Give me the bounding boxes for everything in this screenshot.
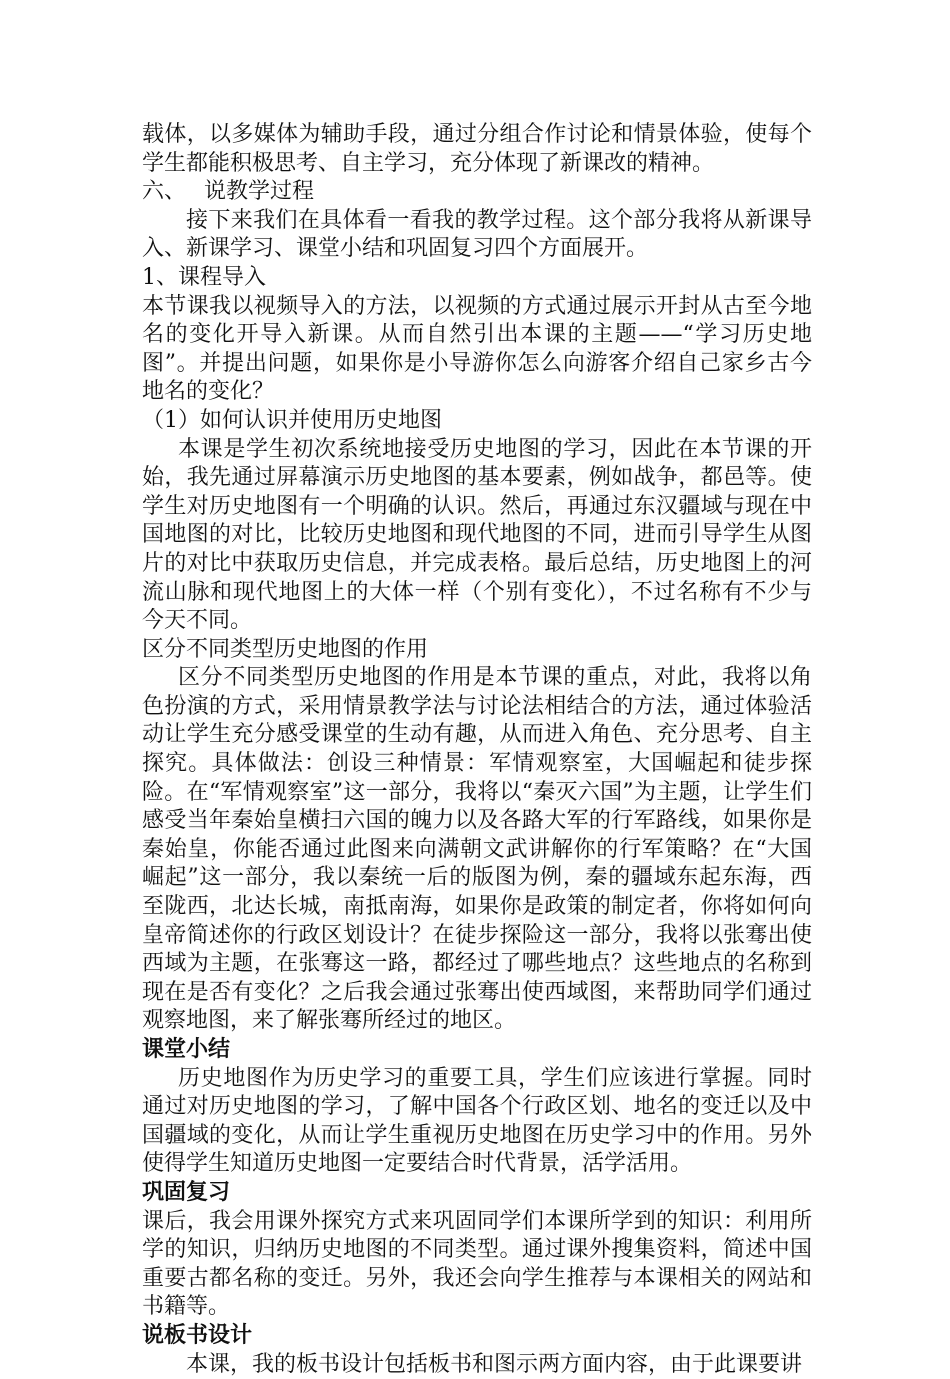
paragraph-review: 课后，我会用课外探究方式来巩固同学们本课所学到的知识：利用所学的知识，归纳历史地图的不同类型。通过课外搜集资料，简述中国重要古都名称的变迁。另外，我还会向学生推荐与本课相关的网站和书籍等。 <box>142 1208 812 1320</box>
heading-review: 巩固复习 <box>142 1179 231 1205</box>
heading-board-design: 说板书设计 <box>142 1322 253 1348</box>
paragraph-intro-end: 载体，以多媒体为辅助手段，通过分组合作讨论和情景体验，使每个学生都能积极思考、自主学习，充分体现了新课改的精神。 <box>142 122 812 176</box>
document-page <box>142 121 812 1379</box>
heading-map-types: 区分不同类型历史地图的作用 <box>142 636 429 662</box>
section-title: 说教学过程 <box>204 179 315 205</box>
section-number: 六、 <box>142 179 187 205</box>
paragraph-course-intro: 本节课我以视频导入的方法，以视频的方式通过展示开封从古至今地名的变化开导入新课。从而自然引出本课的主题——“学习历史地图”。并提出问题，如果你是小导游你怎么向游客介绍自己家乡古今地名的变化？ <box>142 293 812 405</box>
paragraph-process: 接下来我们在具体看一看我的教学过程。这个部分我将从新课导入、新课学习、课堂小结和巩固复习四个方面展开。 <box>142 207 812 262</box>
heading-class-summary: 课堂小结 <box>142 1037 231 1062</box>
heading-how-use-map: （1）如何认识并使用历史地图 <box>142 407 442 433</box>
paragraph-how-use-map: 本课是学生初次系统地接受历史地图的学习，因此在本节课的开始，我先通过屏幕演示历史地图的基本要素，例如战争，都邑等。使学生对历史地图有一个明确的认识。然后，再通过东汉疆域与现在中国地图的对比，比较历史地图和现代地图的不同，进而引导学生从图片的对比中获取历史信息，并完成表格。最后总结，历史地图上的河流山脉和现代地图上的大体一样（个别有变化），不过名称有不少与今天不同。 <box>142 436 812 634</box>
paragraph-board-design: 本课，我的板书设计包括板书和图示两方面内容，由于此课要讲 <box>186 1351 803 1377</box>
section-heading-teaching-process <box>142 178 812 207</box>
paragraph-class-summary: 历史地图作为历史学习的重要工具，学生们应该进行掌握。同时通过对历史地图的学习，了解中国各个行政区划、地名的变迁以及中国疆域的变化，从而让学生重视历史地图在历史学习中的作用。另外使得学生知道历史地图一定要结合时代背景，活学活用。 <box>142 1065 812 1177</box>
paragraph-map-types: 区分不同类型历史地图的作用是本节课的重点，对此，我将以角色扮演的方式，采用情景教学法与讨论法相结合的方法，通过体验活动让学生充分感受课堂的生动有趣，从而进入角色、充分思考、自主探究。具体做法：创设三种情景：军情观察室，大国崛起和徒步探险。在“军情观察室”这一部分，我将以“秦灭六国”为主题，让学生们感受当年秦始皇横扫六国的魄力以及各路大军的行军路线，如果你是秦始皇，你能否通过此图来向满朝文武讲解你的行军策略？在“大国崛起”这一部分，我以秦统一后的版图为例，秦的疆域东起东海，西至陇西，北达长城，南抵南海，如果你是政策的制定者，你将如何向皇帝简述你的行政区划设计？在徒步探险这一部分，我将以张骞出使西域为主题，在张骞这一路，都经过了哪些地点？这些地点的名称到现在是否有变化？之后我会通过张骞出使西域图，来帮助同学们通过观察地图，来了解张骞所经过的地区。 <box>142 665 812 1034</box>
heading-course-intro: 1、课程导入 <box>142 264 266 290</box>
